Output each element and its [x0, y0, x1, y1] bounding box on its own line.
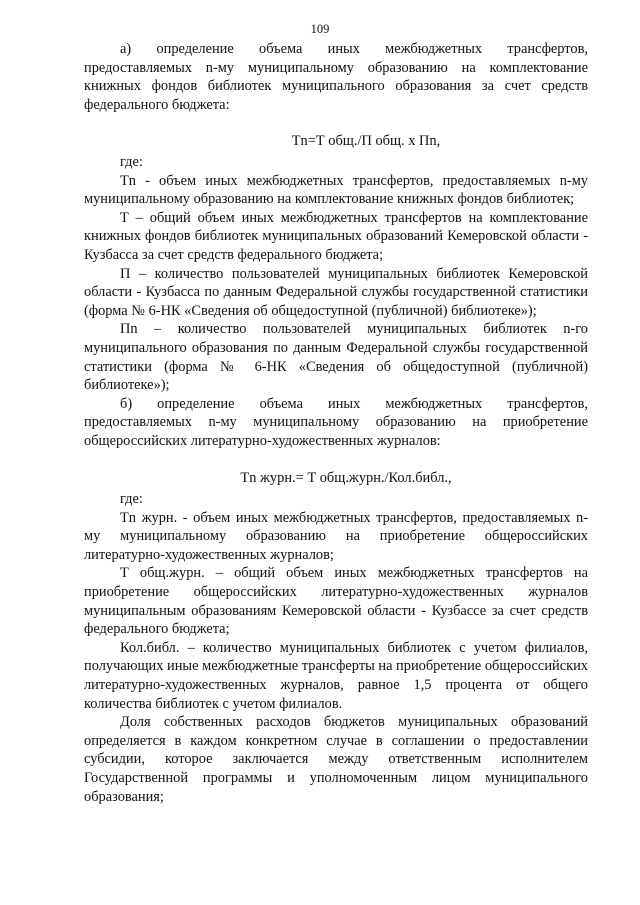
definition-pn: Пn – количество пользователей муниципальных библиотек n-го муниципального образования по данным Федеральной службы государственной статистики (форма № 6-НК «Сведения об общедоступной (публичной) библиотеке»);	[84, 321, 588, 394]
where-label: где:	[120, 153, 143, 170]
page-number: 109	[310, 22, 330, 36]
paragraph-a: а) определение объема иных межбюджетных трансфертов, предоставляемых n-му муниципальному образованию на комплектование книжных фондов библиотек муниципального образования за счет средств федерального бюджета:	[84, 41, 588, 113]
paragraph-b: б) определение объема иных межбюджетных трансфертов, предоставляемых n-му муниципальному образованию на приобретение общероссийских литературно-художественных журналов:	[84, 395, 588, 449]
formula-tn-journals: Тn журн.= Т общ.журн./Кол.библ.,	[240, 470, 452, 487]
document-body	[84, 40, 588, 806]
definition-t-total-journals: Т общ.журн. – общий объем иных межбюджетных трансфертов на приобретение общероссийских литературно-художественных журналов муниципальным образованиям Кемеровской области - Кузбассе за счет средств федерального бюджета;	[84, 565, 588, 638]
definition-tn-journals: Тn журн. - объем иных межбюджетных трансфертов, предоставляемых n-му муниципальному образованию на приобретение общероссийских литературно-художественных журналов;	[84, 509, 588, 563]
formula-tn: Тn=Т общ./П общ. х Пn,	[291, 133, 441, 150]
definition-p: П – количество пользователей муниципальных библиотек Кемеровской области - Кузбасса по данным Федеральной службы государственной статистики (форма № 6-НК «Сведения об общедоступной (публичной) библиотеке»);	[84, 265, 588, 319]
definition-tn: Тn - объем иных межбюджетных трансфертов, предоставляемых n-му муниципальному образованию на комплектование книжных фондов библиотек;	[84, 172, 588, 208]
definition-t: Т – общий объем иных межбюджетных трансфертов на комплектование книжных фондов библиотек муниципальных образований Кемеровской области - Кузбасса за счет средств федерального бюджета;	[84, 209, 588, 263]
paragraph-own-expenses-share: Доля собственных расходов бюджетов муниципальных образований определяется в каждом конкретном случае в соглашении о предоставлении субсидии, которое заключается между ответственным исполнителем Государственной программы и уполномоченным лицом муниципального образования;	[84, 714, 588, 805]
where-label-2: где:	[120, 491, 143, 508]
definition-library-count: Кол.библ. – количество муниципальных библиотек с учетом филиалов, получающих иные межбюджетные трансферты на приобретение общероссийских литературно-художественных журналов, равное 1,5 процента от общего количества библиотек с учетом филиалов.	[84, 639, 589, 712]
